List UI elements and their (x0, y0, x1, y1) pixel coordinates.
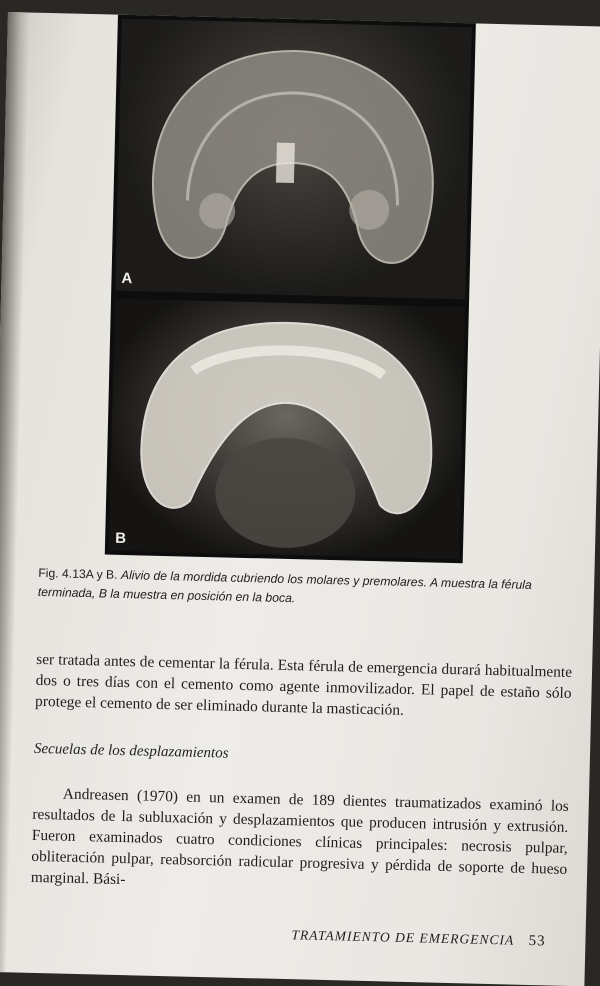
photo-b-label: B (114, 529, 127, 548)
photo-a-acrylic-splint (115, 19, 472, 299)
paragraph-1 (35, 649, 572, 725)
splint-illustration (115, 19, 472, 299)
figure-4-13 (105, 15, 476, 564)
photo-b-splint-in-mouth (109, 299, 465, 559)
running-title: TRATAMIENTO DE EMERGENCIA (291, 927, 515, 948)
book-spine-shadow (0, 12, 30, 972)
caption-number: Fig. 4.13A y B. (38, 565, 118, 582)
figure-caption (38, 564, 579, 615)
mouth-illustration (109, 299, 465, 559)
photo-a-label: A (121, 269, 133, 288)
section-heading: Secuelas de los desplazamientos (33, 740, 229, 762)
page-number: 53 (528, 932, 546, 950)
page-footer (291, 927, 571, 951)
caption-text: Alivio de la mordida cubriendo los molares y premolares. A muestra la férula terminada, B la muestra en posición en la boca. (37, 567, 532, 606)
book-page (0, 12, 600, 986)
paragraph-2 (31, 783, 569, 901)
paragraph-2-text: Andreasen (1970) en un examen de 189 dientes traumatizados examinó los resultados de la subluxación y desplazamientos que producen intrusión y extrusión. Fueron examinados cuatro condiciones clínicas principales: necrosis pulpar, obliteración pulpar, reabsorción radicular progresiva y pérdida de soporte de hueso marginal. Bási- (30, 785, 569, 889)
paragraph-1-text: ser tratada antes de cementar la férula. Esta férula de emergencia durará habitualmente dos o tres días con el cemento como agente inmovilizador. El papel de estaño sólo protege el cemento de ser eliminado durante la masticación. (34, 650, 573, 719)
